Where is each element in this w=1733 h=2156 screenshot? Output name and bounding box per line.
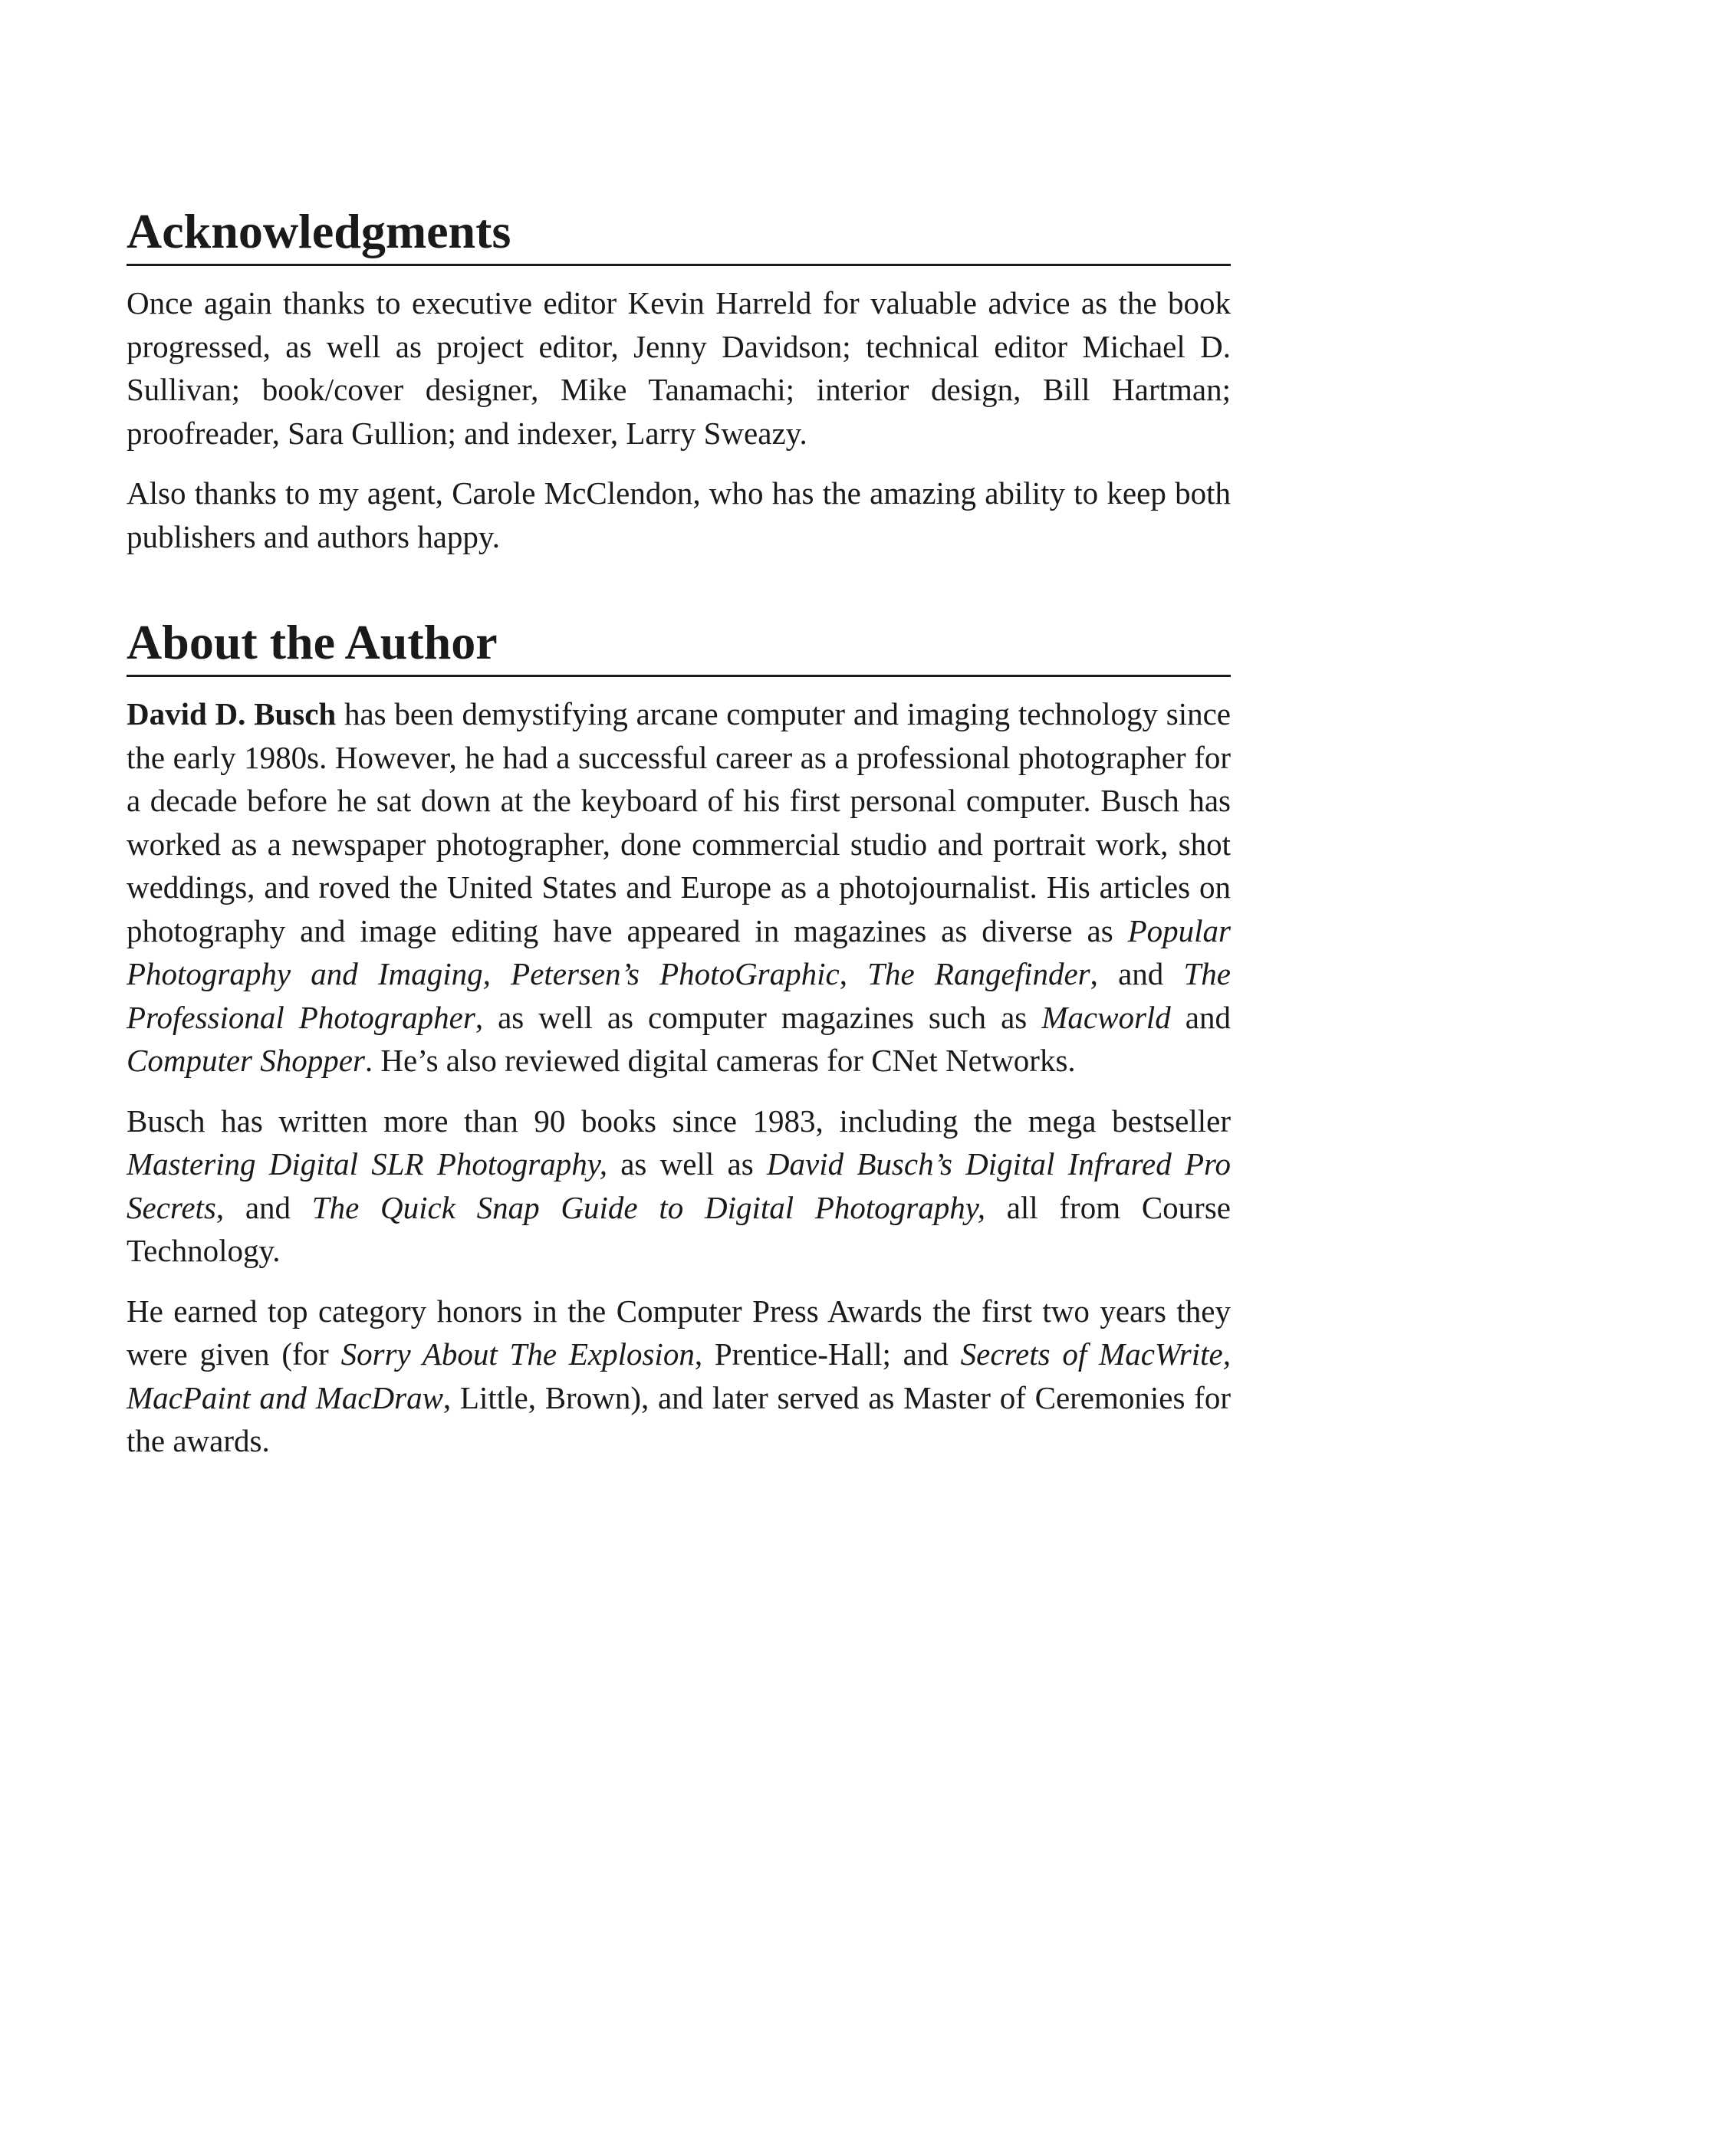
acknowledgments-heading: Acknowledgments: [127, 207, 1231, 266]
acknowledgments-paragraph-2: Also thanks to my agent, Carole McClendon, who has the amazing ability to keep both publishers and authors happy.: [127, 475, 1231, 554]
magazine-title: Popular Photography and Imaging, Petersen’s PhotoGraphic: [127, 912, 1231, 991]
acknowledgments-paragraph-1: Once again thanks to executive editor Kevin Harreld for valuable advice as the book progressed, as well as project editor, Jenny Davidson; technical editor Michael D. Sullivan; book/cover designer, Mike Tanamachi; interior design, Bill Hartman; proofreader, Sara Gullion; and indexer, Larry Sweazy.: [127, 285, 1231, 451]
text-run: , Little, Brown), and later served as Master of Ceremonies for the awards.: [127, 1379, 1231, 1458]
author-name: David D. Busch: [127, 696, 337, 731]
magazine-title: The Rangefinder: [867, 956, 1090, 991]
text-run: Busch has written more than 90 books since 1983, including the mega bestseller: [127, 1103, 1231, 1139]
acknowledgments-section: [127, 204, 1231, 558]
about-author-section: [127, 615, 1232, 1463]
about-author-paragraph-1: [127, 692, 1231, 1083]
book-title: Secrets of MacWrite, MacPaint and MacDraw: [127, 1336, 1231, 1415]
text-run: , and: [1090, 956, 1184, 991]
text-run: ,: [839, 956, 868, 991]
text-run: . He’s also reviewed digital cameras for CNet Networks.: [364, 1043, 1076, 1078]
text-run: , Prentice-Hall; and: [694, 1336, 961, 1372]
text-run: has been demystifying arcane computer and imaging technology since the early 1980s. However, he had a successful career as a professional photographer for a decade before he sat down at the keyboard of his first personal computer. Busch has worked as a newspaper photographer, done commercial studio and portrait work, shot weddings, and roved the United States and Europe as a photojournalist. His articles on photography and image editing have appeared in magazines as diverse as: [127, 696, 1232, 948]
text-run: , as well as computer magazines such as: [475, 999, 1042, 1035]
magazine-title: Macworld: [1041, 999, 1171, 1035]
book-title: Sorry About The Explosion: [340, 1336, 695, 1372]
text-run: and: [1170, 999, 1232, 1035]
about-author-paragraph-3: [127, 1290, 1231, 1463]
book-title: David Busch’s Digital Infrared Pro Secrets: [127, 1146, 1231, 1225]
about-author-heading: About the Author: [127, 618, 1231, 677]
magazine-title: The Professional Photographer: [127, 956, 1231, 1035]
text-run: as well as: [607, 1146, 767, 1182]
about-author-paragraph-2: [127, 1099, 1231, 1273]
text-run: , and: [215, 1189, 312, 1225]
book-title: Mastering Digital SLR Photography,: [127, 1146, 607, 1182]
text-run: He earned top category honors in the Computer Press Awards the first two years they were given (for: [127, 1293, 1231, 1372]
page-content: [127, 204, 1232, 1463]
book-title: The Quick Snap Guide to Digital Photography,: [311, 1189, 985, 1225]
text-run: all from Course Technology.: [127, 1189, 1231, 1268]
magazine-title: Computer Shopper: [127, 1043, 365, 1078]
